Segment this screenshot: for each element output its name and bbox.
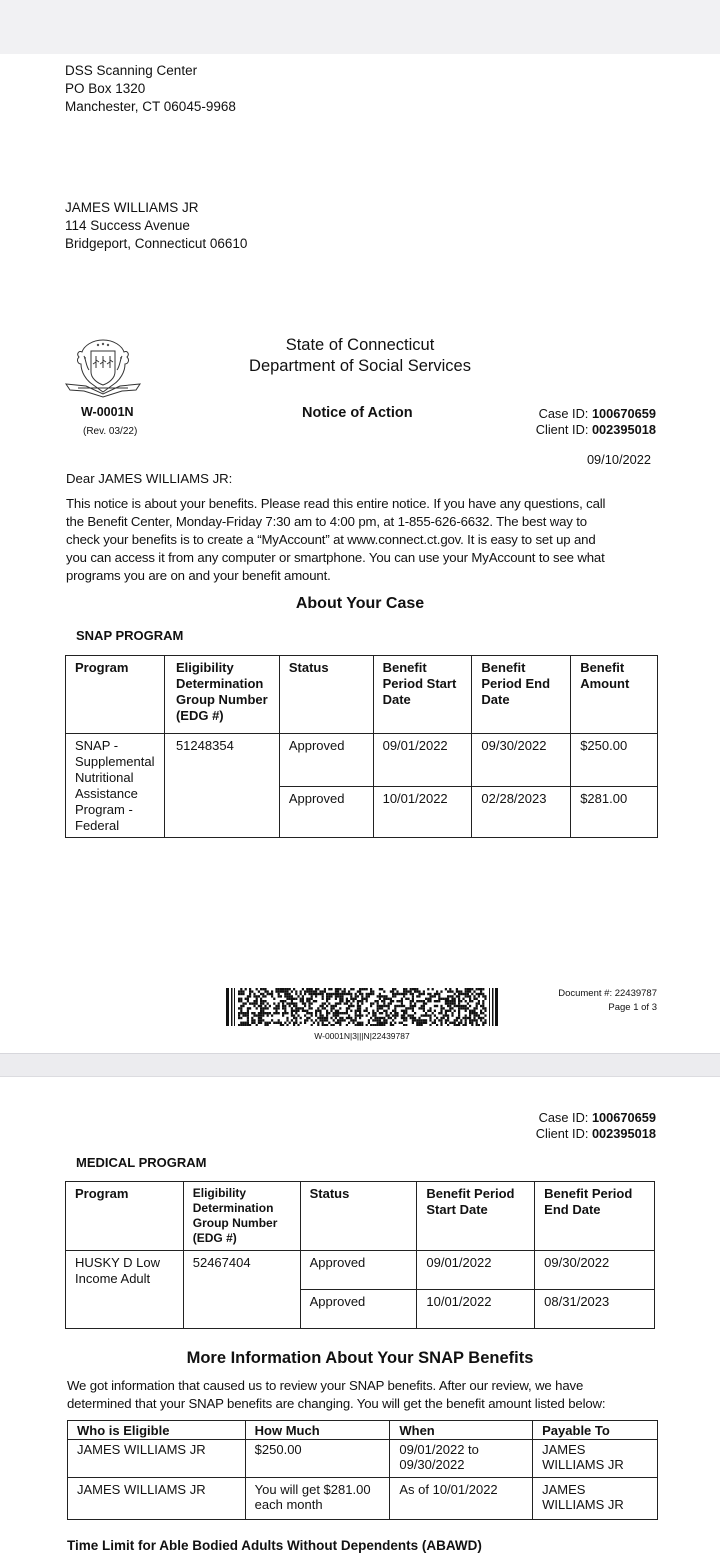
who-cell: JAMES WILLIAMS JR [68, 1478, 246, 1520]
recipient-address-line: JAMES WILLIAMS JR [65, 200, 199, 215]
client-id: 002395018 [591, 422, 656, 437]
case-id-label: Case ID: [538, 406, 589, 421]
payable-cell: JAMES WILLIAMS JR [533, 1478, 658, 1520]
table-row [66, 734, 658, 787]
form-revision: (Rev. 03/22) [83, 426, 138, 437]
eligibility-table [67, 1420, 658, 1520]
when-cell: 09/01/2022 to 09/30/2022 [390, 1440, 533, 1478]
column-header: When [390, 1421, 533, 1440]
recipient-address [65, 199, 247, 253]
column-header: Status [300, 1182, 417, 1251]
column-header: Eligibility Determination Group Number (EDG #) [183, 1182, 300, 1251]
case-info-page2 [536, 1110, 656, 1142]
case-info [536, 406, 656, 438]
edg-cell: 51248354 [164, 734, 279, 838]
column-header: Benefit Period End Date [472, 656, 571, 734]
how-much-cell: You will get $281.00 each month [245, 1478, 390, 1520]
agency-name: State of Connecticut [285, 336, 435, 354]
edg-cell: 52467404 [183, 1251, 300, 1329]
column-header: Benefit Period Start Date [417, 1182, 535, 1251]
program-cell: SNAP - Supplemental Nutritional Assistance Program - Federal [66, 734, 165, 838]
table-header-row [66, 656, 658, 734]
more-info-title: More Information About Your SNAP Benefits [186, 1349, 534, 1367]
column-header: Payable To [533, 1421, 658, 1440]
abawd-heading: Time Limit for Able Bodied Adults Without Dependents (ABAWD) [67, 1538, 482, 1553]
status-cell: Approved [279, 734, 373, 787]
start-date-cell: 09/01/2022 [417, 1251, 535, 1290]
more-info-line: We got information that caused us to review your SNAP benefits. After our review, we have [67, 1378, 584, 1393]
table-row [66, 1251, 655, 1290]
status-cell: Approved [300, 1251, 417, 1290]
intro-line: check your benefits is to create a “MyAccount” at www.connect.ct.gov. It is easy to set up and [66, 532, 596, 547]
amount-cell: $281.00 [571, 787, 658, 838]
status-cell: Approved [300, 1290, 417, 1329]
medical-heading: MEDICAL PROGRAM [76, 1155, 207, 1170]
notice-title: Notice of Action [302, 405, 413, 421]
case-id: 100670659 [591, 406, 656, 421]
intro-paragraph [66, 495, 666, 585]
form-number: W-0001N [81, 405, 134, 419]
payable-cell: JAMES WILLIAMS JR [533, 1440, 658, 1478]
client-id-label: Client ID: [535, 422, 589, 437]
snap-table [65, 655, 658, 838]
table-row [68, 1440, 658, 1478]
return-address [65, 62, 236, 116]
case-id: 100670659 [591, 1110, 656, 1125]
more-info-line: determined that your SNAP benefits are changing. You will get the benefit amount listed below: [67, 1396, 606, 1411]
column-header: Program [66, 1182, 184, 1251]
who-cell: JAMES WILLIAMS JR [68, 1440, 246, 1478]
recipient-address-line: 114 Success Avenue [65, 218, 190, 233]
medical-table [65, 1181, 655, 1329]
notice-date: 09/10/2022 [586, 452, 651, 467]
viewer-top-bar [0, 0, 720, 54]
start-date-cell: 10/01/2022 [417, 1290, 535, 1329]
agency-department: Department of Social Services [249, 357, 471, 375]
return-address-line: Manchester, CT 06045-9968 [65, 99, 236, 114]
how-much-cell: $250.00 [245, 1440, 390, 1478]
section-title: About Your Case [295, 595, 425, 612]
barcode-text: W-0001N|3|||N|22439787 [314, 1031, 410, 1041]
table-header-row [68, 1421, 658, 1440]
column-header: How Much [245, 1421, 390, 1440]
recipient-address-line: Bridgeport, Connecticut 06610 [65, 236, 248, 251]
column-header: Benefit Period Start Date [373, 656, 472, 734]
client-id: 002395018 [591, 1126, 656, 1141]
table-row [68, 1478, 658, 1520]
document-footer [558, 987, 657, 1015]
column-header: Who is Eligible [68, 1421, 246, 1440]
column-header: Eligibility Determination Group Number (EDG #) [164, 656, 279, 734]
start-date-cell: 09/01/2022 [373, 734, 472, 787]
snap-heading: SNAP PROGRAM [76, 628, 184, 643]
program-cell: HUSKY D Low Income Adult [66, 1251, 184, 1329]
barcode-icon [226, 988, 498, 1026]
intro-line: the Benefit Center, Monday-Friday 7:30 am to 4:00 pm, at 1-855-626-6632. The best way to [66, 514, 587, 529]
table-header-row [66, 1182, 655, 1251]
intro-line: This notice is about your benefits. Please read this entire notice. If you have any questions, call [66, 496, 606, 511]
start-date-cell: 10/01/2022 [373, 787, 472, 838]
end-date-cell: 09/30/2022 [535, 1251, 655, 1290]
case-id-label: Case ID: [538, 1110, 589, 1125]
client-id-label: Client ID: [535, 1126, 589, 1141]
more-info-paragraph [67, 1377, 605, 1413]
amount-cell: $250.00 [571, 734, 658, 787]
end-date-cell: 08/31/2023 [535, 1290, 655, 1329]
intro-line: programs you are on and your benefit amount. [66, 568, 331, 583]
when-cell: As of 10/01/2022 [390, 1478, 533, 1520]
intro-line: you can access it from any computer or smartphone. You can use your MyAccount to see what [66, 550, 605, 565]
return-address-line: PO Box 1320 [65, 81, 146, 96]
salutation: Dear JAMES WILLIAMS JR: [66, 471, 233, 486]
return-address-line: DSS Scanning Center [65, 63, 198, 78]
page-separator [0, 1053, 720, 1077]
column-header: Program [66, 656, 165, 734]
end-date-cell: 02/28/2023 [472, 787, 571, 838]
column-header: Benefit Amount [571, 656, 658, 734]
status-cell: Approved [279, 787, 373, 838]
column-header: Benefit Period End Date [535, 1182, 655, 1251]
column-header: Status [279, 656, 373, 734]
end-date-cell: 09/30/2022 [472, 734, 571, 787]
document-number: Document #: 22439787 [558, 988, 657, 999]
page-number: Page 1 of 3 [608, 1002, 657, 1013]
